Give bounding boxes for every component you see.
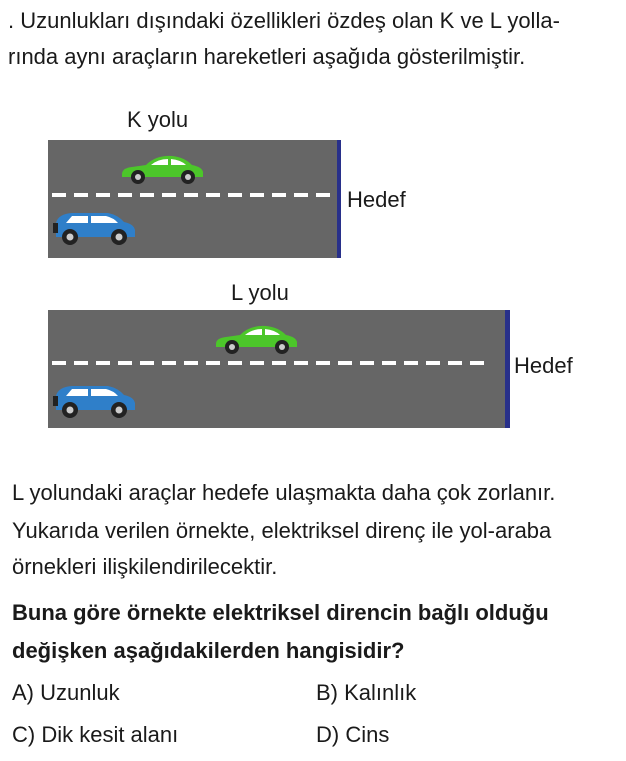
statement-1: L yolundaki araçlar hedefe ulaşmakta daha çok zorlanır. bbox=[12, 480, 556, 505]
option-b[interactable]: B) Kalınlık bbox=[316, 680, 417, 705]
lane-dash bbox=[228, 193, 242, 197]
lane-dash bbox=[382, 361, 396, 365]
statement-2-line1: Yukarıda verilen örnekte, elektriksel direnç ile yol-araba bbox=[12, 518, 552, 543]
lane-dash bbox=[448, 361, 462, 365]
question-intro-line2: rında aynı araçların hareketleri aşağıda gösterilmiştir. bbox=[8, 44, 526, 69]
statement-2-line2: örnekleri ilişkilendirilecektir. bbox=[12, 554, 278, 579]
lane-dash bbox=[338, 361, 352, 365]
lane-dash bbox=[140, 193, 154, 197]
road-l-label: L yolu bbox=[231, 280, 289, 305]
question-prompt-line1: Buna göre örnekte elektriksel direncin bağlı olduğu bbox=[12, 600, 549, 625]
lane-dash bbox=[294, 193, 308, 197]
lane-dash bbox=[96, 361, 110, 365]
lane-dash bbox=[206, 193, 220, 197]
lane-dash bbox=[316, 361, 330, 365]
option-a[interactable]: A) Uzunluk bbox=[12, 680, 120, 705]
road-l-finish-label: Hedef bbox=[514, 353, 573, 378]
lane-dash bbox=[426, 361, 440, 365]
lane-dash bbox=[272, 193, 286, 197]
lane-dash bbox=[228, 361, 242, 365]
lane-dash bbox=[184, 193, 198, 197]
green-car-icon bbox=[118, 150, 206, 186]
lane-dash bbox=[206, 361, 220, 365]
lane-dash bbox=[404, 361, 418, 365]
lane-dash bbox=[118, 361, 132, 365]
lane-dash bbox=[74, 361, 88, 365]
road-k-finish-label: Hedef bbox=[347, 187, 406, 212]
lane-dash bbox=[250, 193, 264, 197]
lane-dash bbox=[162, 361, 176, 365]
lane-dash bbox=[360, 361, 374, 365]
lane-dash bbox=[52, 361, 66, 365]
lane-dash bbox=[316, 193, 330, 197]
lane-dash bbox=[96, 193, 110, 197]
lane-dash bbox=[162, 193, 176, 197]
road-k-finish-line bbox=[337, 140, 341, 258]
lane-dash bbox=[272, 361, 286, 365]
option-d[interactable]: D) Cins bbox=[316, 722, 390, 747]
lane-dash bbox=[294, 361, 308, 365]
lane-dash bbox=[250, 361, 264, 365]
lane-dash bbox=[470, 361, 484, 365]
blue-car-icon bbox=[50, 205, 138, 247]
lane-dash bbox=[118, 193, 132, 197]
road-k-label: K yolu bbox=[127, 107, 189, 132]
option-c[interactable]: C) Dik kesit alanı bbox=[12, 722, 179, 747]
road-l-finish-line bbox=[505, 310, 510, 428]
green-car-icon bbox=[212, 320, 300, 356]
blue-car-icon bbox=[50, 378, 138, 420]
lane-dash bbox=[52, 193, 66, 197]
lane-dash bbox=[140, 361, 154, 365]
question-intro-line1: . Uzunlukları dışındaki özellikleri özdeş olan K ve L yolla- bbox=[8, 8, 560, 33]
lane-dash bbox=[74, 193, 88, 197]
lane-dash bbox=[184, 361, 198, 365]
question-prompt-line2: değişken aşağıdakilerden hangisidir? bbox=[12, 638, 405, 663]
